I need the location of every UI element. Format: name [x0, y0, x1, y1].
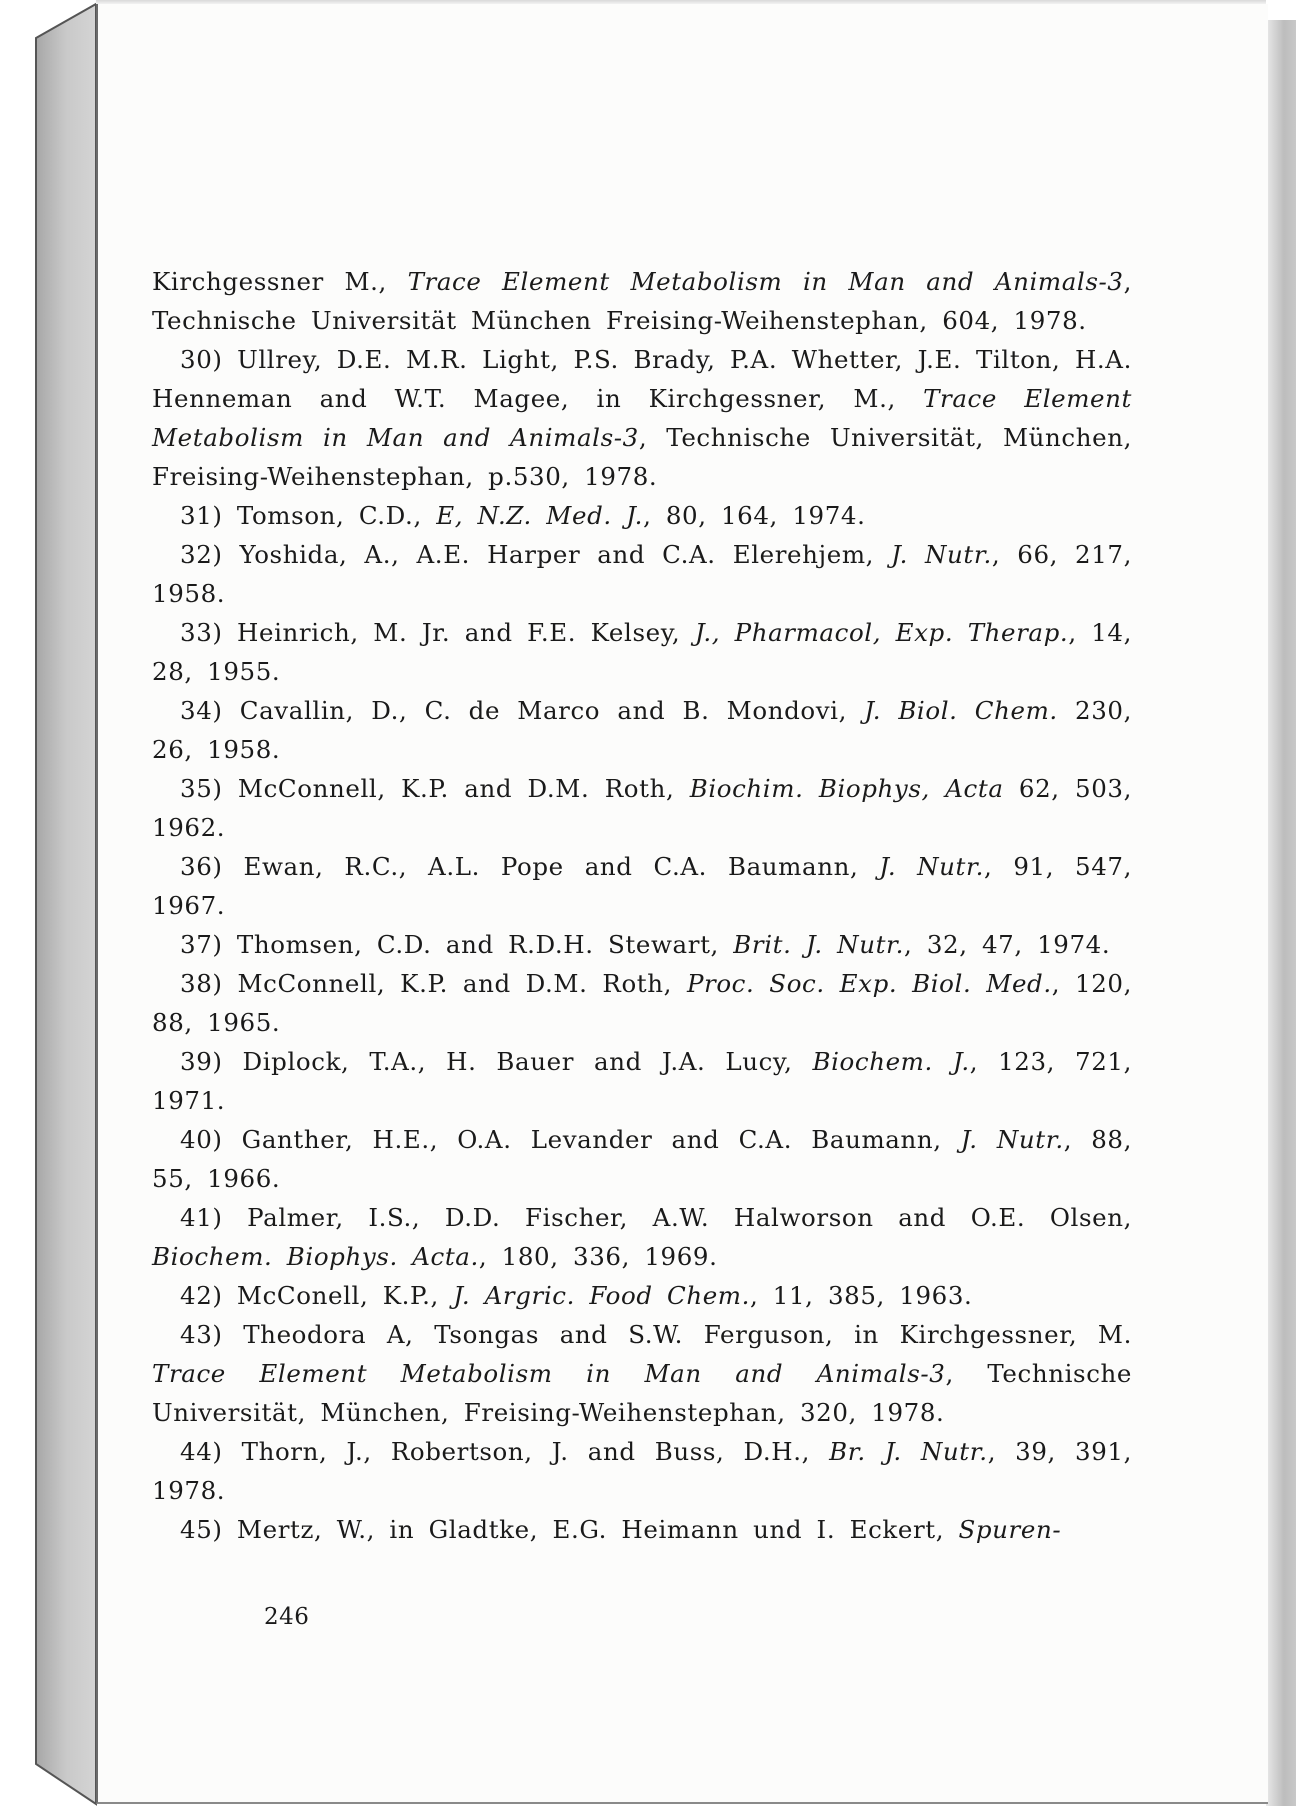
reference-text: Kirchgessner M.,: [152, 267, 408, 296]
reference-text: , 123, 721, 1971.: [152, 1047, 1132, 1115]
reference-text: , 80, 164, 1974.: [643, 501, 866, 530]
reference-text: , 91, 547, 1967.: [152, 852, 1132, 920]
reference-37: [152, 925, 1132, 964]
reference-source-italic: Biochem. Biophys. Acta.: [152, 1242, 479, 1271]
reference-text: 230, 26, 1958.: [152, 696, 1132, 764]
reference-text: , 180, 336, 1969.: [478, 1242, 718, 1271]
reference-source-italic: Br. J. Nutr.: [829, 1437, 988, 1466]
reference-cont: [152, 262, 1132, 340]
reference-text: , 120, 88, 1965.: [152, 969, 1132, 1037]
reference-list: [152, 262, 1132, 1549]
reference-text: 37) Thomsen, C.D. and R.D.H. Stewart,: [180, 930, 734, 959]
reference-text: 40) Ganther, H.E., O.A. Levander and C.A. Baumann,: [180, 1125, 961, 1154]
reference-35: [152, 769, 1132, 847]
reference-source-italic: Proc. Soc. Exp. Biol. Med.: [686, 969, 1052, 998]
reference-source-italic: Biochem. J.: [812, 1047, 970, 1076]
reference-text: 35) McConnell, K.P. and D.M. Roth,: [180, 774, 690, 803]
reference-text: 62, 503, 1962.: [152, 774, 1133, 842]
reference-source-italic: J. Argric. Food Chem.: [453, 1281, 751, 1310]
reference-31: [152, 496, 1132, 535]
reference-text: , 32, 47, 1974.: [904, 930, 1111, 959]
reference-text: 32) Yoshida, A., A.E. Harper and C.A. Elerehjem,: [180, 540, 892, 569]
reference-40: [152, 1120, 1132, 1198]
reference-source-italic: Brit. J. Nutr.: [733, 930, 905, 959]
reference-source-italic: Biochim. Biophys, Acta: [689, 774, 1004, 803]
reference-source-italic: J. Biol. Chem.: [864, 696, 1058, 725]
reference-source-italic: J., Pharmacol, Exp. Therap.: [694, 618, 1069, 647]
reference-source-italic: J. Nutr.: [960, 1125, 1064, 1154]
reference-33: [152, 613, 1132, 691]
page-edge-shadow: [1266, 20, 1296, 1806]
reference-text: , 39, 391, 1978.: [152, 1437, 1132, 1505]
reference-42: [152, 1276, 1132, 1315]
reference-text: , 88, 55, 1966.: [152, 1125, 1132, 1193]
reference-text: 33) Heinrich, M. Jr. and F.E. Kelsey,: [180, 618, 695, 647]
reference-43: [152, 1315, 1132, 1432]
page-number: 246: [264, 1604, 310, 1630]
reference-30: [152, 340, 1132, 496]
reference-source-italic: E, N.Z. Med. J.: [436, 501, 644, 530]
reference-source-italic: J. Nutr.: [891, 540, 992, 569]
reference-41: [152, 1198, 1132, 1276]
reference-text: , Technische Universität, München, Freising-Weihenstephan, 320, 1978.: [152, 1359, 1132, 1427]
reference-text: 30) Ullrey, D.E. M.R. Light, P.S. Brady, P.A. Whetter, J.E. Tilton, H.A. Henneman and W.T. Magee, in Kirchgessner, M.,: [152, 345, 1132, 413]
reference-44: [152, 1432, 1132, 1510]
reference-text: 44) Thorn, J., Robertson, J. and Buss, D.H.,: [180, 1437, 830, 1466]
reference-text: 36) Ewan, R.C., A.L. Pope and C.A. Baumann,: [180, 852, 880, 881]
reference-text: 39) Diplock, T.A., H. Bauer and J.A. Lucy,: [180, 1047, 813, 1076]
reference-38: [152, 964, 1132, 1042]
reference-32: [152, 535, 1132, 613]
reference-source-italic: Trace Element Metabolism in Man and Animals-3: [152, 384, 1132, 452]
reference-source-italic: Spuren-: [958, 1515, 1062, 1544]
reference-39: [152, 1042, 1132, 1120]
reference-36: [152, 847, 1132, 925]
reference-text: 38) McConnell, K.P. and D.M. Roth,: [180, 969, 687, 998]
reference-text: , 66, 217, 1958.: [152, 540, 1132, 608]
reference-45: [152, 1510, 1132, 1549]
reference-text: 31) Tomson, C.D.,: [180, 501, 437, 530]
reference-text: , 14, 28, 1955.: [152, 618, 1132, 686]
reference-text: , Technische Universität, München, Freising-Weihenstephan, p.530, 1978.: [152, 423, 1132, 491]
book-spine: [0, 0, 100, 1806]
reference-text: , Technische Universität München Freising-Weihenstephan, 604, 1978.: [152, 267, 1132, 335]
reference-text: 41) Palmer, I.S., D.D. Fischer, A.W. Halworson and O.E. Olsen,: [180, 1203, 1132, 1232]
reference-text: 45) Mertz, W., in Gladtke, E.G. Heimann und I. Eckert,: [180, 1515, 959, 1544]
reference-source-italic: Trace Element Metabolism in Man and Animals-3: [152, 1359, 946, 1388]
reference-text: 43) Theodora A, Tsongas and S.W. Ferguson, in Kirchgessner, M.: [180, 1320, 1132, 1349]
reference-text: 42) McConell, K.P.,: [180, 1281, 454, 1310]
reference-source-italic: Trace Element Metabolism in Man and Animals-3: [407, 267, 1124, 296]
reference-text: 34) Cavallin, D., C. de Marco and B. Mondovi,: [180, 696, 865, 725]
reference-source-italic: J. Nutr.: [879, 852, 985, 881]
reference-text: , 11, 385, 1963.: [750, 1281, 973, 1310]
reference-34: [152, 691, 1132, 769]
